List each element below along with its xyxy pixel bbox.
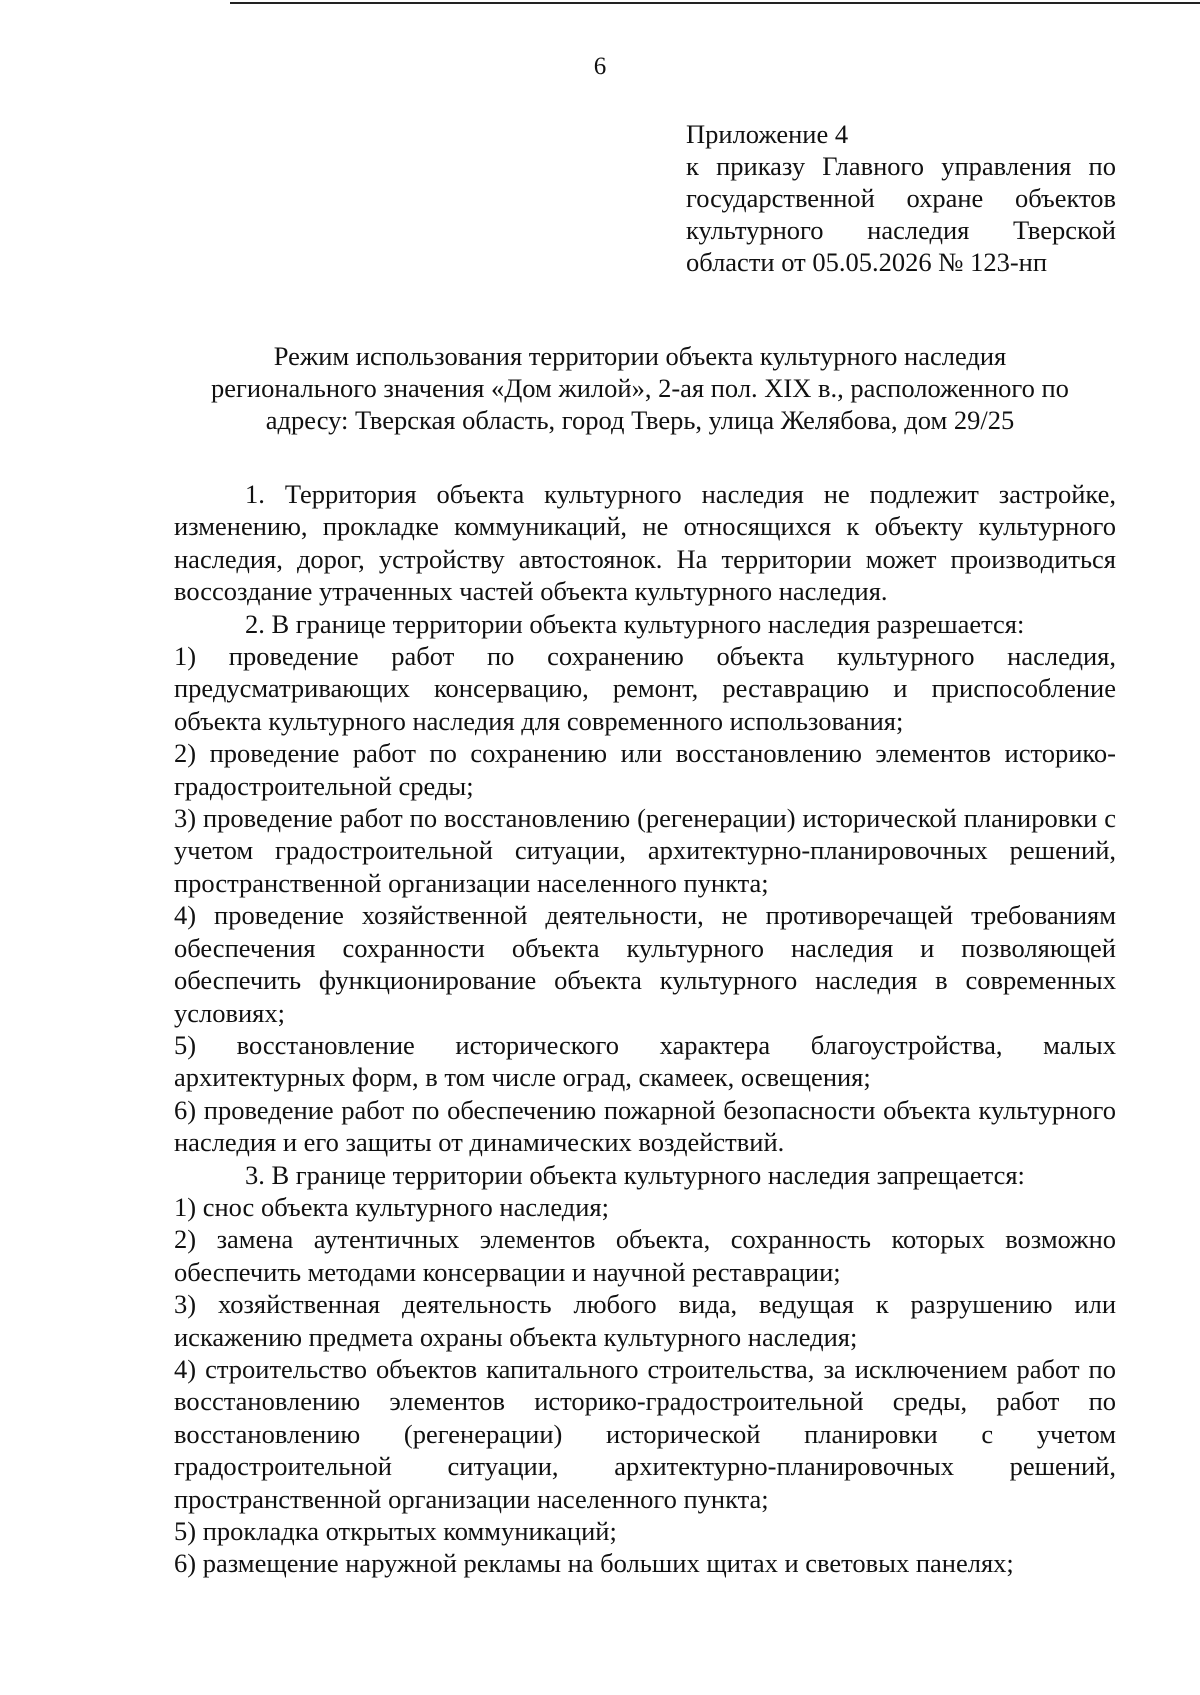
appendix-line: государственной охране объектов bbox=[686, 183, 1116, 213]
top-rule bbox=[230, 2, 1200, 4]
section-3-heading: 3. В границе территории объекта культурного наследия запрещается: bbox=[245, 1159, 1025, 1190]
title-line: регионального значения «Дом жилой», 2-ая пол. XIX в., расположенного по bbox=[211, 373, 1069, 403]
title-line: Режим использования территории объекта культурного наследия bbox=[273, 341, 1007, 371]
appendix-block bbox=[686, 118, 1116, 278]
appendix-line: к приказу Главного управления по bbox=[686, 151, 1116, 181]
section-3-item: 3) хозяйственная деятельность любого вида, ведущая к разрушению или искажению предмета охраны объекта культурного наследия; bbox=[174, 1289, 1116, 1352]
section-2-item: 5) восстановление исторического характера благоустройства, малых архитектурных форм, в том числе оград, скамеек, освещения; bbox=[174, 1029, 1116, 1093]
section-3-item: 4) строительство объектов капитального строительства, за исключением работ по восстановлению элементов историко-градостроительной среды, работ по восстановлению (регенерации) исторической планировки с учетом градостроительной ситуации, архитектурно-планировочных решений, пространственной организации населенного пункта; bbox=[174, 1353, 1116, 1514]
title-line: адресу: Тверская область, город Тверь, улица Желябова, дом 29/25 bbox=[265, 405, 1015, 435]
section-3-item: 5) прокладка открытых коммуникаций; bbox=[174, 1516, 617, 1546]
appendix-line: области от 05.05.2026 № 123-нп bbox=[686, 247, 1048, 277]
section-3-item: 6) размещение наружной рекламы на больших щитах и световых панелях; bbox=[174, 1548, 1014, 1579]
appendix-line: культурного наследия Тверской bbox=[686, 215, 1116, 245]
section-2-item: 4) проведение хозяйственной деятельности, не противоречащей требованиям обеспечения сохранности объекта культурного наследия и позволяющей обеспечить функционирование объекта культурного наследия в современных условиях; bbox=[174, 900, 1116, 1028]
document-title bbox=[170, 340, 1110, 436]
section-2-heading: 2. В границе территории объекта культурного наследия разрешается: bbox=[245, 608, 1025, 639]
section-2-item: 6) проведение работ по обеспечению пожарной безопасности объекта культурного наследия и его защиты от динамических воздействий. bbox=[174, 1094, 1116, 1158]
page-number: 6 bbox=[593, 53, 607, 80]
section-1: 1. Территория объекта культурного наследия не подлежит застройке, изменению, прокладке коммуникаций, не относящихся к объекту культурного наследия, дорог, устройству автостоянок. На территории может производиться воссоздание утраченных частей объекта культурного наследия. bbox=[174, 479, 1116, 607]
section-3-item: 2) замена аутентичных элементов объекта, сохранность которых возможно обеспечить методами консервации и научной реставрации; bbox=[174, 1224, 1116, 1287]
appendix-line: Приложение 4 bbox=[686, 119, 849, 149]
section-2-item: 3) проведение работ по восстановлению (регенерации) исторической планировки с учетом градостроительной ситуации, архитектурно-планировочных решений, пространственной организации населенного пункта; bbox=[174, 803, 1116, 898]
section-2-item: 2) проведение работ по сохранению или восстановлению элементов историко-градостроительной среды; bbox=[174, 738, 1116, 801]
document-body bbox=[174, 478, 1116, 1580]
section-2-item: 1) проведение работ по сохранению объекта культурного наследия, предусматривающих консервацию, ремонт, реставрацию и приспособление объекта культурного наследия для современного использования; bbox=[174, 641, 1116, 736]
section-3-item: 1) снос объекта культурного наследия; bbox=[174, 1191, 609, 1222]
